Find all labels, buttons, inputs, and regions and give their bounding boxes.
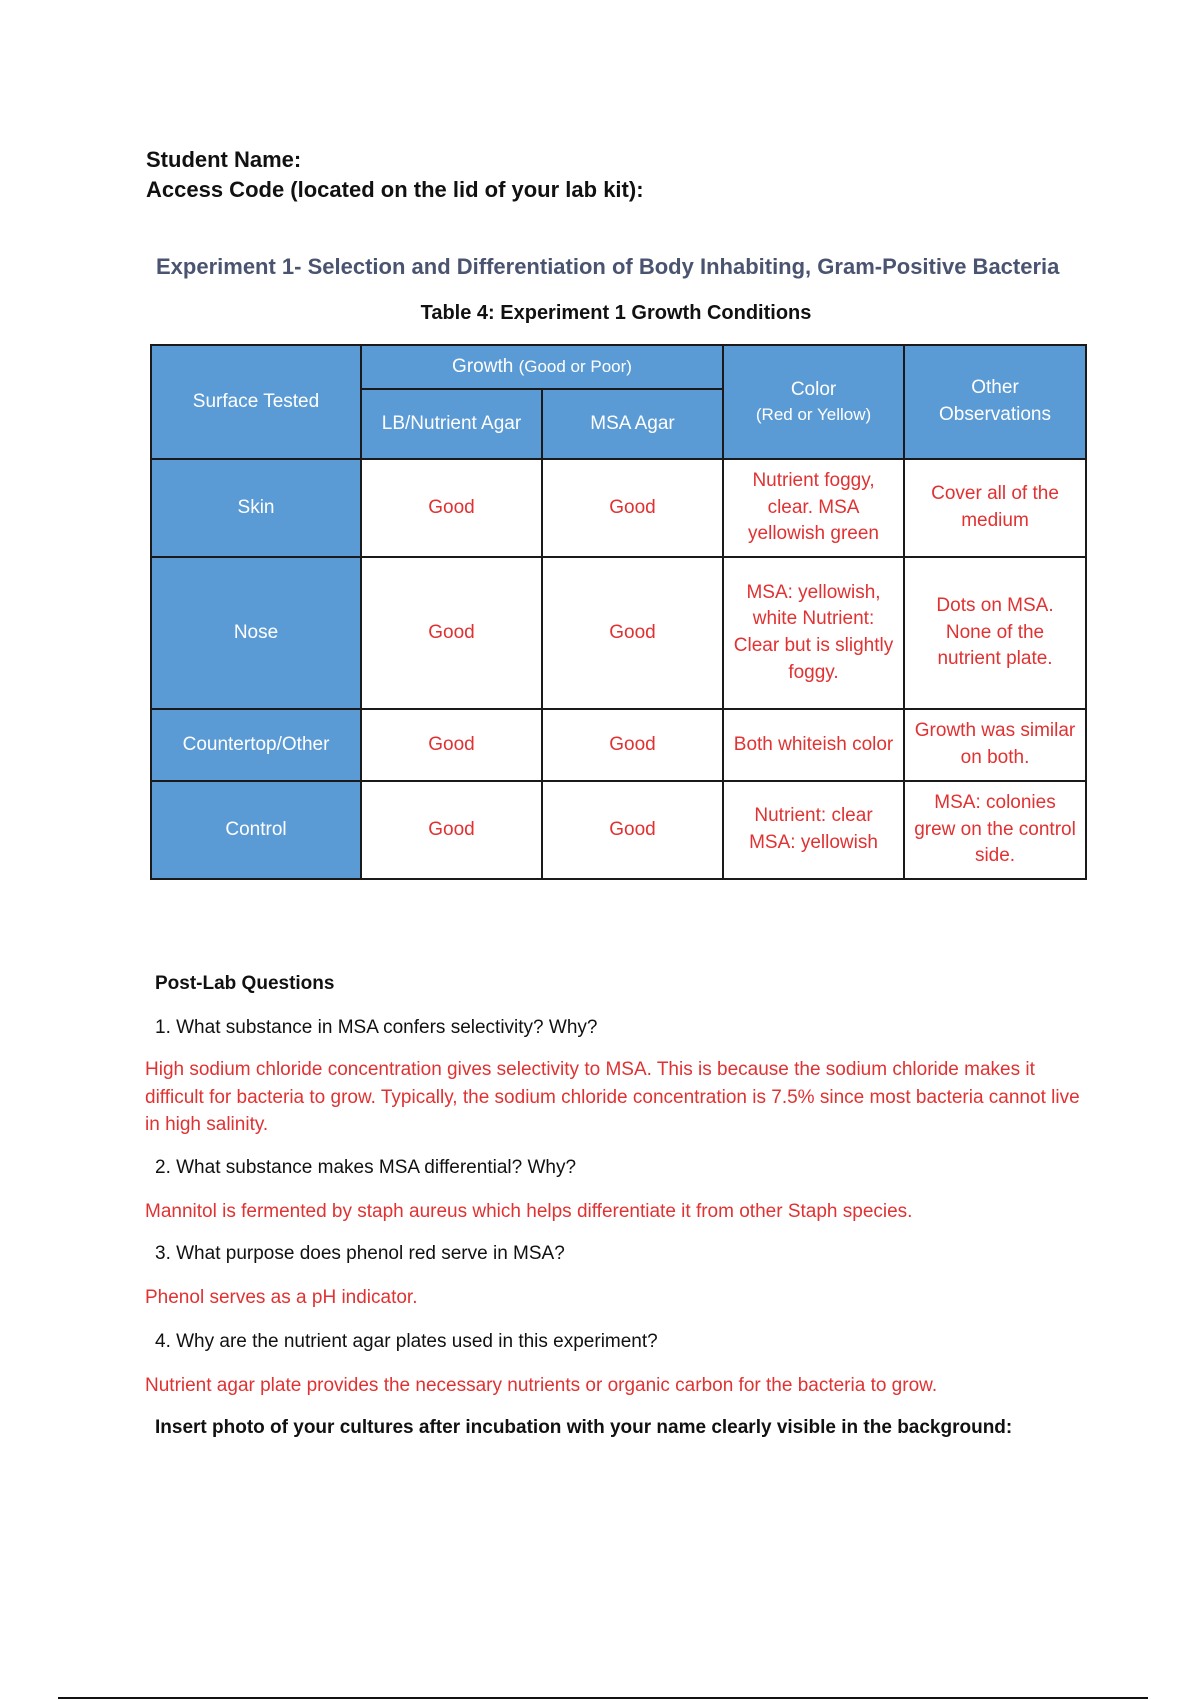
- cell-lb: Good: [361, 557, 542, 709]
- table-row: [151, 459, 1086, 557]
- page-bottom-rule: [58, 1697, 1148, 1699]
- question-3: 3. What purpose does phenol red serve in MSA?: [155, 1243, 565, 1264]
- table-row: [151, 557, 1086, 709]
- cell-other: MSA: colonies grew on the control side.: [904, 781, 1086, 879]
- cell-color: MSA: yellowish, white Nutrient: Clear but is slightly foggy.: [723, 557, 904, 709]
- question-1: 1. What substance in MSA confers selectivity? Why?: [155, 1017, 598, 1038]
- table-row: [151, 781, 1086, 879]
- cell-lb: Good: [361, 781, 542, 879]
- header-color-main: Color: [790, 378, 837, 400]
- cell-msa: Good: [542, 557, 723, 709]
- answer-1: High sodium chloride concentration gives selectivity to MSA. This is because the sodium chloride makes it difficult for bacteria to grow. Typically, the sodium chloride concentration is 7.5% since most bacteria cannot live in high salinity.: [145, 1059, 1080, 1136]
- post-lab-title: Post-Lab Questions: [155, 973, 335, 994]
- cell-msa: Good: [542, 781, 723, 879]
- photo-instruction: Insert photo of your cultures after incubation with your name clearly visible in the background:: [155, 1417, 1013, 1438]
- cell-lb: Good: [361, 709, 542, 781]
- header-color-sub: (Red or Yellow): [755, 405, 872, 425]
- cell-msa: Good: [542, 459, 723, 557]
- cell-color: Nutrient: clear MSA: yellowish: [723, 781, 904, 879]
- cell-other: Growth was similar on both.: [904, 709, 1086, 781]
- header-other-observations: Other Observations: [904, 345, 1086, 459]
- row-surface: Skin: [151, 459, 361, 557]
- cell-other: Dots on MSA. None of the nutrient plate.: [904, 557, 1086, 709]
- cell-msa: Good: [542, 709, 723, 781]
- experiment-heading: Experiment 1- Selection and Differentiation of Body Inhabiting, Gram-Positive Bacteria: [156, 254, 1060, 279]
- row-surface: Countertop/Other: [151, 709, 361, 781]
- cell-lb: Good: [361, 459, 542, 557]
- header-growth-sub: (Good or Poor): [518, 356, 632, 376]
- answer-3: Phenol serves as a pH indicator.: [145, 1287, 418, 1308]
- question-4: 4. Why are the nutrient agar plates used in this experiment?: [155, 1331, 658, 1352]
- row-surface: Nose: [151, 557, 361, 709]
- growth-conditions-table: [150, 344, 1087, 880]
- access-code-label: Access Code (located on the lid of your lab kit):: [146, 177, 644, 202]
- answer-4: Nutrient agar plate provides the necessary nutrients or organic carbon for the bacteria to grow.: [145, 1375, 938, 1396]
- header-growth-main: Growth: [452, 355, 514, 377]
- cell-color: Nutrient foggy, clear. MSA yellowish green: [723, 459, 904, 557]
- table-title: Table 4: Experiment 1 Growth Conditions: [420, 302, 812, 324]
- header-lb-nutrient-agar: LB/Nutrient Agar: [361, 389, 542, 459]
- header-surface-tested: Surface Tested: [151, 345, 361, 459]
- header-msa-agar: MSA Agar: [542, 389, 723, 459]
- cell-color: Both whiteish color: [723, 709, 904, 781]
- table-row: [151, 709, 1086, 781]
- header-growth: [361, 345, 723, 389]
- student-name-label: Student Name:: [146, 147, 302, 172]
- answer-2: Mannitol is fermented by staph aureus which helps differentiate it from other Staph species.: [145, 1201, 913, 1222]
- question-2: 2. What substance makes MSA differential? Why?: [155, 1157, 577, 1178]
- header-color: [723, 345, 904, 459]
- cell-other: Cover all of the medium: [904, 459, 1086, 557]
- row-surface: Control: [151, 781, 361, 879]
